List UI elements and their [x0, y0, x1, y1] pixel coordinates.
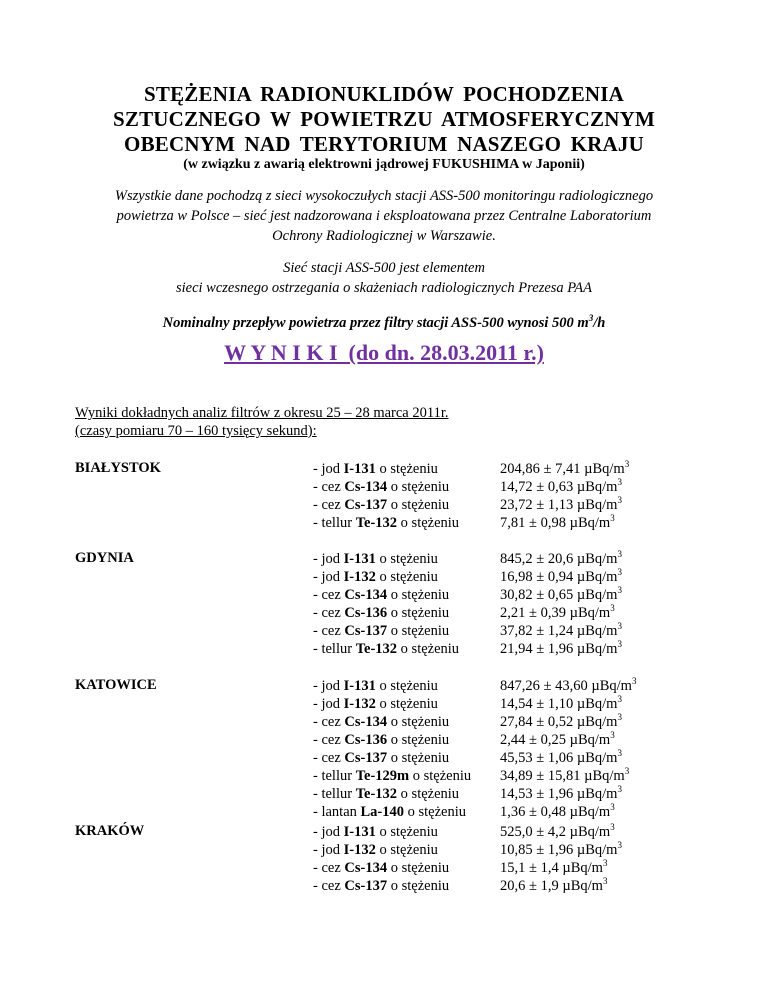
flow-text: Nominalny przepływ powietrza przez filtry stacji ASS-500 wynosi 500 m — [162, 314, 589, 331]
element-name: - cez — [313, 587, 345, 603]
element-name: - cez — [313, 605, 345, 621]
intro-line: Ochrony Radiologicznej w Warszawie. — [272, 228, 496, 244]
isotope-symbol: Cs-134 — [344, 714, 388, 730]
measurement-value — [500, 604, 622, 622]
isotope-symbol: La-140 — [360, 804, 405, 820]
concentration-label: o stężeniu — [375, 842, 438, 858]
nominal-flow-statement — [70, 313, 698, 332]
measurement-label — [313, 568, 459, 586]
measurement-label — [313, 803, 471, 821]
element-name: - jod — [313, 842, 344, 858]
concentration-value: 15,1 ± 1,4 — [500, 860, 563, 876]
measurement-value — [500, 478, 629, 496]
unit-exponent: 3 — [617, 639, 622, 650]
flow-suffix: /h — [593, 314, 606, 331]
measurement-label — [313, 731, 471, 749]
unit: µBq/m — [569, 605, 611, 621]
results-heading: W Y N I K I (do dn. 28.03.2011 r.) — [224, 340, 544, 365]
isotope-symbol: Cs-137 — [344, 878, 388, 894]
measurement-label — [313, 767, 471, 785]
concentration-label: o stężeniu — [409, 768, 472, 784]
unit-exponent: 3 — [610, 603, 615, 614]
unit-exponent: 3 — [624, 766, 630, 777]
isotope-symbol: I-131 — [343, 551, 376, 567]
concentration-value: 45,53 ± 1,06 — [500, 750, 577, 766]
element-name: - cez — [313, 860, 345, 876]
concentration-value: 7,81 ± 0,98 — [500, 515, 570, 531]
measurement-label — [313, 841, 449, 859]
unit-exponent: 3 — [610, 513, 615, 524]
title-line: STĘŻENIA RADIONUKLIDÓW POCHODZENIA — [144, 82, 624, 106]
isotope-symbol: I-131 — [343, 678, 376, 694]
measurement-value — [500, 803, 636, 821]
unit-exponent: 3 — [617, 840, 622, 851]
note-line: Wyniki dokładnych analiz filtrów z okresu 25 – 28 marca 2011r. — [75, 405, 449, 421]
measurement-label — [313, 749, 471, 767]
element-name: - jod — [313, 461, 344, 477]
isotope-symbol: I-132 — [343, 696, 376, 712]
element-name: - tellur — [313, 515, 356, 531]
measurement-label — [313, 478, 459, 496]
concentration-value: 14,72 ± 0,63 — [500, 479, 577, 495]
unit-exponent: 3 — [617, 495, 622, 506]
measurement-value — [500, 713, 636, 731]
concentration-label: o stężeniu — [397, 515, 460, 531]
unit: µBq/m — [576, 497, 618, 513]
concentration-label: o stężeniu — [375, 678, 438, 694]
intro-line: powietrza w Polsce – sieć jest nadzorowana i eksploatowana przez Centralne Laboratorium — [116, 208, 652, 224]
element-name: - jod — [313, 678, 344, 694]
element-name: - jod — [313, 551, 344, 567]
concentration-value: 34,89 ± 15,81 — [500, 768, 585, 784]
measurement-label — [313, 586, 459, 604]
element-name: - cez — [313, 497, 345, 513]
measurement-value — [500, 460, 629, 478]
measurement-label — [313, 550, 459, 568]
measurement-value — [500, 859, 622, 877]
concentration-value: 16,98 ± 0,94 — [500, 569, 577, 585]
measurement-value — [500, 622, 622, 640]
station-isotopes — [313, 550, 459, 658]
concentration-label: o stężeniu — [387, 623, 450, 639]
measurement-label — [313, 460, 459, 478]
concentration-label: o stężeniu — [375, 569, 438, 585]
unit-exponent: 3 — [617, 712, 622, 723]
title-line: OBECNYM NAD TERYTORIUM NASZEGO KRAJU — [124, 132, 644, 156]
network-paragraph — [70, 258, 698, 298]
isotope-symbol: Te-132 — [355, 641, 398, 657]
station-name: BIAŁYSTOK — [75, 460, 161, 476]
concentration-value: 525,0 ± 4,2 — [500, 824, 570, 840]
unit: µBq/m — [569, 824, 611, 840]
measurement-value — [500, 823, 622, 841]
concentration-label: o stężeniu — [375, 824, 438, 840]
concentration-value: 14,54 ± 1,10 — [500, 696, 577, 712]
concentration-label: o stężeniu — [375, 696, 438, 712]
station-name: KATOWICE — [75, 677, 157, 693]
unit-exponent: 3 — [617, 477, 622, 488]
concentration-value: 2,44 ± 0,25 — [500, 732, 570, 748]
isotope-symbol: Cs-136 — [344, 605, 388, 621]
measurement-label — [313, 514, 459, 532]
unit-exponent: 3 — [617, 549, 622, 560]
unit-exponent: 3 — [602, 858, 608, 869]
concentration-label: o stężeniu — [387, 878, 450, 894]
measurement-value — [500, 695, 636, 713]
element-name: - tellur — [313, 768, 356, 784]
station-name: KRAKÓW — [75, 823, 145, 839]
unit: µBq/m — [576, 696, 618, 712]
concentration-label: o stężeniu — [404, 804, 467, 820]
concentration-value: 2,21 ± 0,39 — [500, 605, 570, 621]
network-line: Sieć stacji ASS-500 jest elementem — [283, 260, 485, 276]
station-values — [500, 460, 629, 532]
unit-exponent: 3 — [617, 585, 622, 596]
isotope-symbol: I-132 — [343, 842, 376, 858]
measurement-value — [500, 877, 622, 895]
unit: µBq/m — [576, 623, 618, 639]
intro-line: Wszystkie dane pochodzą z sieci wysokoczułych stacji ASS-500 monitoringu radiologicznego — [114, 188, 654, 204]
concentration-label: o stężeniu — [387, 587, 450, 603]
unit-exponent: 3 — [624, 459, 630, 470]
measurement-label — [313, 785, 471, 803]
element-name: - tellur — [313, 786, 356, 802]
concentration-label: o stężeniu — [387, 605, 450, 621]
unit-exponent: 3 — [617, 784, 622, 795]
isotope-symbol: Cs-137 — [344, 750, 388, 766]
unit: µBq/m — [576, 551, 618, 567]
document-title — [60, 82, 708, 157]
unit-exponent: 3 — [617, 621, 622, 632]
element-name: - jod — [313, 696, 344, 712]
network-line: sieci wczesnego ostrzegania o skażeniach radiologicznych Prezesa PAA — [175, 280, 592, 296]
document-subtitle: (w związku z awarią elektrowni jądrowej FUKUSHIMA w Japonii) — [183, 157, 585, 172]
element-name: - cez — [313, 732, 345, 748]
title-line: SZTUCZNEGO W POWIETRZU ATMOSFERYCZNYM — [113, 107, 655, 131]
element-name: - cez — [313, 479, 345, 495]
concentration-value: 37,82 ± 1,24 — [500, 623, 577, 639]
concentration-value: 10,85 ± 1,96 — [500, 842, 577, 858]
concentration-value: 27,84 ± 0,52 — [500, 714, 577, 730]
measurement-label — [313, 713, 471, 731]
measurement-label — [313, 859, 449, 877]
measurement-label — [313, 677, 471, 695]
element-name: - jod — [313, 569, 344, 585]
concentration-value: 847,26 ± 43,60 — [500, 678, 592, 694]
measurement-value — [500, 841, 622, 859]
concentration-value: 21,94 ± 1,96 — [500, 641, 577, 657]
unit-exponent: 3 — [617, 748, 622, 759]
concentration-value: 1,36 ± 0,48 — [500, 804, 570, 820]
unit: µBq/m — [576, 641, 618, 657]
concentration-label: o stężeniu — [397, 786, 460, 802]
measurement-label — [313, 496, 459, 514]
element-name: - jod — [313, 824, 344, 840]
unit: µBq/m — [591, 678, 632, 694]
measurement-value — [500, 785, 636, 803]
unit: µBq/m — [584, 768, 625, 784]
unit-exponent: 3 — [617, 694, 622, 705]
measurement-value — [500, 550, 622, 568]
isotope-symbol: I-131 — [343, 824, 376, 840]
intro-paragraph — [70, 186, 698, 246]
measurement-value — [500, 514, 629, 532]
measurement-value — [500, 496, 629, 514]
isotope-symbol: Cs-134 — [344, 860, 388, 876]
concentration-label: o stężeniu — [387, 860, 450, 876]
station-isotopes — [313, 460, 459, 532]
analysis-note — [75, 404, 448, 440]
unit: µBq/m — [576, 750, 618, 766]
concentration-value: 23,72 ± 1,13 — [500, 497, 577, 513]
note-line: (czasy pomiaru 70 – 160 tysięcy sekund): — [75, 423, 317, 439]
element-name: - lantan — [313, 804, 361, 820]
unit-exponent: 3 — [610, 802, 615, 813]
measurement-value — [500, 749, 636, 767]
measurement-label — [313, 695, 471, 713]
unit: µBq/m — [584, 461, 625, 477]
measurement-label — [313, 877, 449, 895]
station-name: GDYNIA — [75, 550, 134, 566]
unit-exponent: 3 — [610, 822, 615, 833]
flow-exponent: 3 — [588, 313, 594, 323]
isotope-symbol: Te-132 — [355, 515, 398, 531]
measurement-value — [500, 640, 622, 658]
concentration-label: o stężeniu — [387, 714, 450, 730]
measurement-label — [313, 823, 449, 841]
unit-exponent: 3 — [617, 567, 622, 578]
measurement-value — [500, 568, 622, 586]
unit-exponent: 3 — [631, 676, 637, 687]
isotope-symbol: Cs-137 — [344, 623, 388, 639]
isotope-symbol: Cs-136 — [344, 732, 388, 748]
measurement-value — [500, 586, 622, 604]
isotope-symbol: I-131 — [343, 461, 376, 477]
isotope-symbol: Cs-134 — [344, 479, 388, 495]
concentration-label: o stężeniu — [397, 641, 460, 657]
concentration-value: 30,82 ± 0,65 — [500, 587, 577, 603]
station-values — [500, 823, 622, 895]
unit: µBq/m — [569, 732, 611, 748]
concentration-label: o stężeniu — [387, 479, 450, 495]
unit: µBq/m — [576, 714, 618, 730]
concentration-value: 204,86 ± 7,41 — [500, 461, 585, 477]
unit: µBq/m — [576, 479, 618, 495]
unit: µBq/m — [576, 569, 618, 585]
concentration-label: o stężeniu — [387, 497, 450, 513]
isotope-symbol: Te-132 — [355, 786, 398, 802]
unit: µBq/m — [569, 515, 611, 531]
element-name: - cez — [313, 714, 345, 730]
concentration-label: o stężeniu — [375, 551, 438, 567]
element-name: - cez — [313, 623, 345, 639]
isotope-symbol: Cs-137 — [344, 497, 388, 513]
unit-exponent: 3 — [602, 876, 608, 887]
measurement-label — [313, 640, 459, 658]
element-name: - cez — [313, 750, 345, 766]
unit: µBq/m — [576, 786, 618, 802]
element-name: - cez — [313, 878, 345, 894]
measurement-label — [313, 604, 459, 622]
measurement-value — [500, 731, 636, 749]
station-values — [500, 550, 622, 658]
concentration-value: 20,6 ± 1,9 — [500, 878, 563, 894]
station-isotopes — [313, 677, 471, 821]
station-isotopes — [313, 823, 449, 895]
concentration-label: o stężeniu — [387, 732, 450, 748]
unit: µBq/m — [569, 804, 611, 820]
isotope-symbol: I-132 — [343, 569, 376, 585]
concentration-label: o stężeniu — [387, 750, 450, 766]
unit: µBq/m — [576, 842, 618, 858]
unit: µBq/m — [562, 860, 603, 876]
isotope-symbol: Te-129m — [355, 768, 410, 784]
measurement-label — [313, 622, 459, 640]
element-name: - tellur — [313, 641, 356, 657]
unit: µBq/m — [576, 587, 618, 603]
concentration-label: o stężeniu — [375, 461, 438, 477]
station-values — [500, 677, 636, 821]
measurement-value — [500, 767, 636, 785]
isotope-symbol: Cs-134 — [344, 587, 388, 603]
concentration-value: 845,2 ± 20,6 — [500, 551, 577, 567]
concentration-value: 14,53 ± 1,96 — [500, 786, 577, 802]
measurement-value — [500, 677, 636, 695]
unit-exponent: 3 — [610, 730, 615, 741]
unit: µBq/m — [562, 878, 603, 894]
